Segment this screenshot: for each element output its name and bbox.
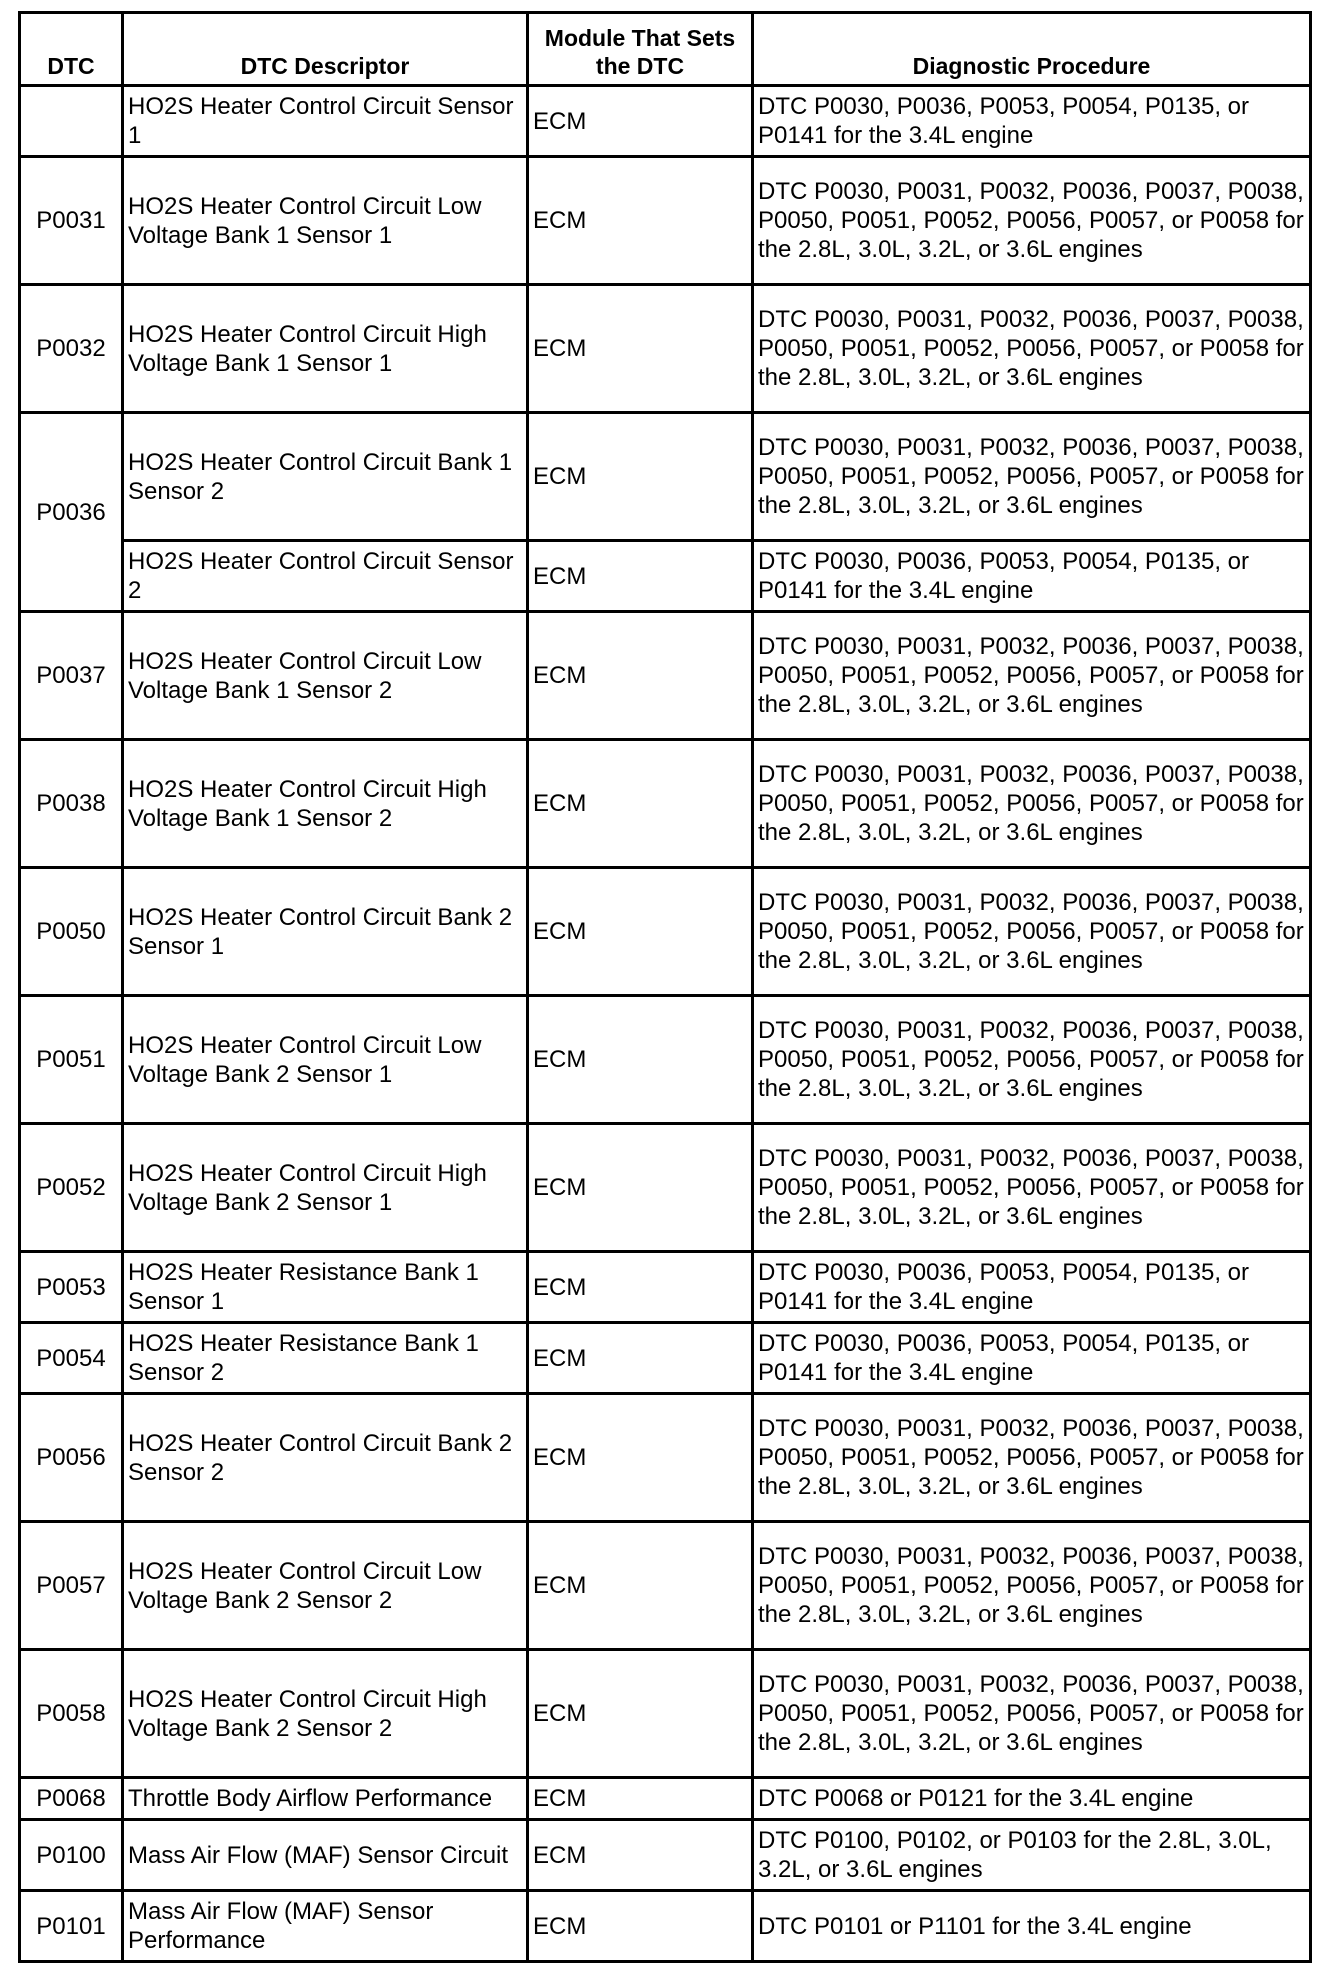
dtc-descriptor-cell: HO2S Heater Control Circuit High Voltage Bank 2 Sensor 1: [123, 1124, 528, 1252]
dtc-descriptor-cell: HO2S Heater Control Circuit Low Voltage Bank 1 Sensor 2: [123, 612, 528, 740]
dtc-code-cell: P0032: [20, 285, 123, 413]
table-row: [20, 541, 1311, 612]
dtc-descriptor-cell: HO2S Heater Control Circuit Sensor 2: [123, 541, 528, 612]
header-row: [20, 13, 1311, 86]
dtc-code-cell: P0031: [20, 157, 123, 285]
table-row: [20, 1394, 1311, 1522]
dtc-code-cell: P0068: [20, 1778, 123, 1820]
table-row: [20, 1778, 1311, 1820]
table-body: [20, 86, 1311, 1962]
diagnostic-procedure-cell: DTC P0030, P0036, P0053, P0054, P0135, or P0141 for the 3.4L engine: [753, 1252, 1311, 1323]
table-row: [20, 868, 1311, 996]
dtc-code-cell: P0057: [20, 1522, 123, 1650]
dtc-descriptor-cell: Mass Air Flow (MAF) Sensor Performance: [123, 1891, 528, 1962]
dtc-table: [18, 11, 1312, 1963]
dtc-code-cell: P0058: [20, 1650, 123, 1778]
dtc-descriptor-cell: HO2S Heater Control Circuit High Voltage Bank 1 Sensor 2: [123, 740, 528, 868]
table-row: [20, 740, 1311, 868]
dtc-code-cell: P0051: [20, 996, 123, 1124]
module-cell: ECM: [528, 1820, 753, 1891]
dtc-descriptor-cell: HO2S Heater Control Circuit Bank 2 Sensor 1: [123, 868, 528, 996]
header-module: Module That Sets the DTC: [528, 13, 753, 86]
module-cell: ECM: [528, 996, 753, 1124]
dtc-code-cell: P0100: [20, 1820, 123, 1891]
dtc-code-cell: P0053: [20, 1252, 123, 1323]
dtc-code-cell: P0054: [20, 1323, 123, 1394]
module-cell: ECM: [528, 1650, 753, 1778]
module-cell: ECM: [528, 868, 753, 996]
table-row: [20, 86, 1311, 157]
dtc-code-cell: P0056: [20, 1394, 123, 1522]
dtc-descriptor-cell: HO2S Heater Control Circuit Low Voltage Bank 2 Sensor 1: [123, 996, 528, 1124]
diagnostic-procedure-cell: DTC P0101 or P1101 for the 3.4L engine: [753, 1891, 1311, 1962]
table-row: [20, 413, 1311, 541]
dtc-code-cell: P0037: [20, 612, 123, 740]
table-row: [20, 1252, 1311, 1323]
table-row: [20, 1323, 1311, 1394]
diagnostic-procedure-cell: DTC P0030, P0031, P0032, P0036, P0037, P0038, P0050, P0051, P0052, P0056, P0057, or P0058 for the 2.8L, 3.0L, 3.2L, or 3.6L engines: [753, 285, 1311, 413]
dtc-code-cell: P0050: [20, 868, 123, 996]
dtc-code-cell: P0036: [20, 413, 123, 612]
module-cell: ECM: [528, 541, 753, 612]
dtc-code-cell: P0101: [20, 1891, 123, 1962]
dtc-descriptor-cell: HO2S Heater Control Circuit Bank 1 Sensor 2: [123, 413, 528, 541]
table-row: [20, 1820, 1311, 1891]
table-row: [20, 1891, 1311, 1962]
table-row: [20, 157, 1311, 285]
dtc-descriptor-cell: HO2S Heater Control Circuit Low Voltage Bank 1 Sensor 1: [123, 157, 528, 285]
module-cell: ECM: [528, 157, 753, 285]
dtc-descriptor-cell: HO2S Heater Control Circuit High Voltage Bank 2 Sensor 2: [123, 1650, 528, 1778]
diagnostic-procedure-cell: DTC P0030, P0031, P0032, P0036, P0037, P0038, P0050, P0051, P0052, P0056, P0057, or P0058 for the 2.8L, 3.0L, 3.2L, or 3.6L engines: [753, 413, 1311, 541]
module-cell: ECM: [528, 1522, 753, 1650]
diagnostic-procedure-cell: DTC P0030, P0036, P0053, P0054, P0135, or P0141 for the 3.4L engine: [753, 541, 1311, 612]
module-cell: ECM: [528, 285, 753, 413]
diagnostic-procedure-cell: DTC P0030, P0031, P0032, P0036, P0037, P0038, P0050, P0051, P0052, P0056, P0057, or P0058 for the 2.8L, 3.0L, 3.2L, or 3.6L engines: [753, 740, 1311, 868]
dtc-descriptor-cell: HO2S Heater Resistance Bank 1 Sensor 1: [123, 1252, 528, 1323]
diagnostic-procedure-cell: DTC P0100, P0102, or P0103 for the 2.8L, 3.0L, 3.2L, or 3.6L engines: [753, 1820, 1311, 1891]
diagnostic-procedure-cell: DTC P0030, P0031, P0032, P0036, P0037, P0038, P0050, P0051, P0052, P0056, P0057, or P0058 for the 2.8L, 3.0L, 3.2L, or 3.6L engines: [753, 157, 1311, 285]
diagnostic-procedure-cell: DTC P0068 or P0121 for the 3.4L engine: [753, 1778, 1311, 1820]
module-cell: ECM: [528, 1124, 753, 1252]
header-procedure: Diagnostic Procedure: [753, 13, 1311, 86]
diagnostic-procedure-cell: DTC P0030, P0031, P0032, P0036, P0037, P0038, P0050, P0051, P0052, P0056, P0057, or P0058 for the 2.8L, 3.0L, 3.2L, or 3.6L engines: [753, 1522, 1311, 1650]
diagnostic-procedure-cell: DTC P0030, P0031, P0032, P0036, P0037, P0038, P0050, P0051, P0052, P0056, P0057, or P0058 for the 2.8L, 3.0L, 3.2L, or 3.6L engines: [753, 1394, 1311, 1522]
diagnostic-procedure-cell: DTC P0030, P0031, P0032, P0036, P0037, P0038, P0050, P0051, P0052, P0056, P0057, or P0058 for the 2.8L, 3.0L, 3.2L, or 3.6L engines: [753, 1650, 1311, 1778]
table-header: [20, 13, 1311, 86]
dtc-descriptor-cell: HO2S Heater Resistance Bank 1 Sensor 2: [123, 1323, 528, 1394]
dtc-descriptor-cell: HO2S Heater Control Circuit High Voltage Bank 1 Sensor 1: [123, 285, 528, 413]
module-cell: ECM: [528, 1891, 753, 1962]
module-cell: ECM: [528, 1394, 753, 1522]
module-cell: ECM: [528, 1252, 753, 1323]
dtc-descriptor-cell: HO2S Heater Control Circuit Low Voltage Bank 2 Sensor 2: [123, 1522, 528, 1650]
module-cell: ECM: [528, 1778, 753, 1820]
module-cell: ECM: [528, 413, 753, 541]
module-cell: ECM: [528, 1323, 753, 1394]
dtc-code-cell: P0052: [20, 1124, 123, 1252]
table-row: [20, 1124, 1311, 1252]
dtc-code-cell: [20, 86, 123, 157]
diagnostic-procedure-cell: DTC P0030, P0031, P0032, P0036, P0037, P0038, P0050, P0051, P0052, P0056, P0057, or P0058 for the 2.8L, 3.0L, 3.2L, or 3.6L engines: [753, 996, 1311, 1124]
module-cell: ECM: [528, 740, 753, 868]
dtc-descriptor-cell: HO2S Heater Control Circuit Sensor 1: [123, 86, 528, 157]
header-dtc: DTC: [20, 13, 123, 86]
table-row: [20, 285, 1311, 413]
table-row: [20, 612, 1311, 740]
table-row: [20, 1650, 1311, 1778]
dtc-descriptor-cell: HO2S Heater Control Circuit Bank 2 Sensor 2: [123, 1394, 528, 1522]
dtc-descriptor-cell: Throttle Body Airflow Performance: [123, 1778, 528, 1820]
dtc-code-cell: P0038: [20, 740, 123, 868]
module-cell: ECM: [528, 612, 753, 740]
table-row: [20, 1522, 1311, 1650]
dtc-descriptor-cell: Mass Air Flow (MAF) Sensor Circuit: [123, 1820, 528, 1891]
diagnostic-procedure-cell: DTC P0030, P0031, P0032, P0036, P0037, P0038, P0050, P0051, P0052, P0056, P0057, or P0058 for the 2.8L, 3.0L, 3.2L, or 3.6L engines: [753, 868, 1311, 996]
diagnostic-procedure-cell: DTC P0030, P0036, P0053, P0054, P0135, or P0141 for the 3.4L engine: [753, 1323, 1311, 1394]
diagnostic-procedure-cell: DTC P0030, P0031, P0032, P0036, P0037, P0038, P0050, P0051, P0052, P0056, P0057, or P0058 for the 2.8L, 3.0L, 3.2L, or 3.6L engines: [753, 1124, 1311, 1252]
module-cell: ECM: [528, 86, 753, 157]
table-row: [20, 996, 1311, 1124]
header-descriptor: DTC Descriptor: [123, 13, 528, 86]
diagnostic-procedure-cell: DTC P0030, P0036, P0053, P0054, P0135, or P0141 for the 3.4L engine: [753, 86, 1311, 157]
diagnostic-procedure-cell: DTC P0030, P0031, P0032, P0036, P0037, P0038, P0050, P0051, P0052, P0056, P0057, or P0058 for the 2.8L, 3.0L, 3.2L, or 3.6L engines: [753, 612, 1311, 740]
